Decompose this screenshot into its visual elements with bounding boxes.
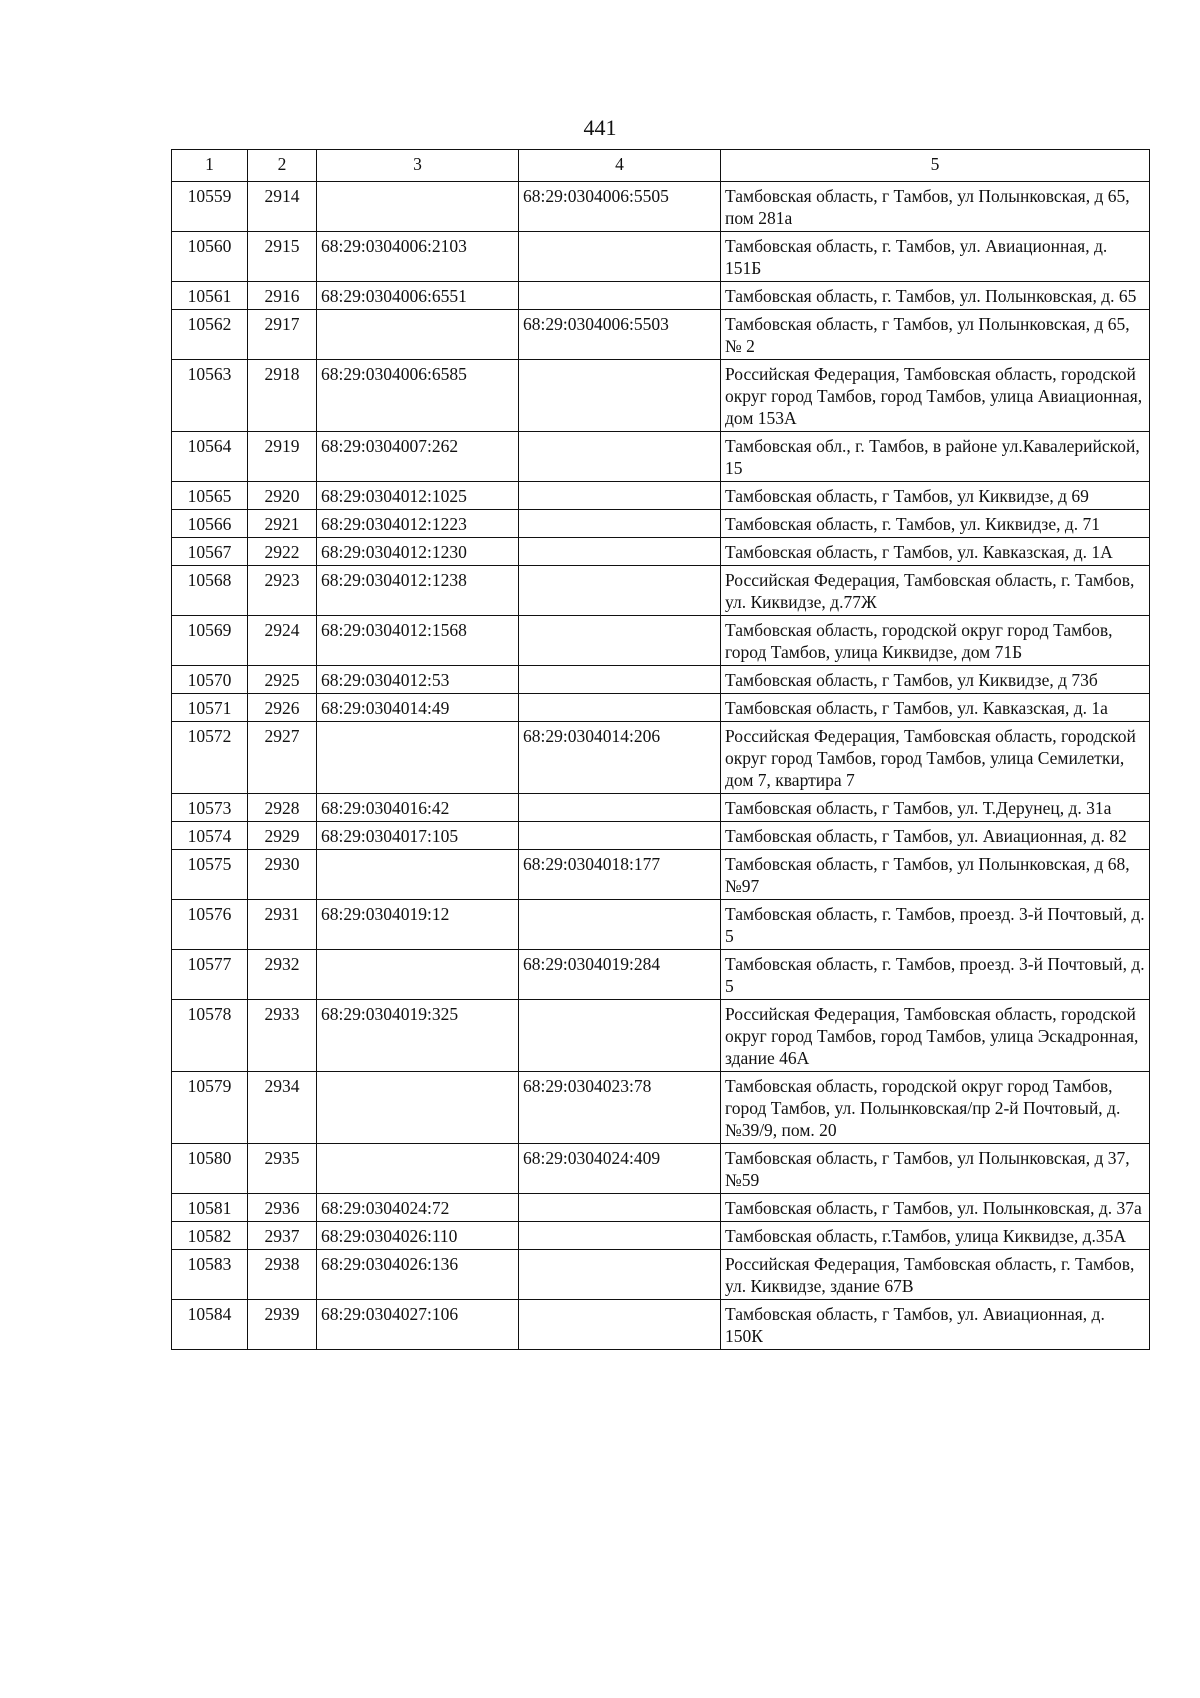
cadastral-number-cell: 68:29:0304016:42 <box>317 794 519 822</box>
item-number-cell: 2928 <box>248 794 317 822</box>
premises-number-cell <box>519 432 721 482</box>
address-cell: Тамбовская область, г Тамбов, ул. Т.Дерунец, д. 31а <box>721 794 1150 822</box>
row-number-cell: 10580 <box>172 1144 248 1194</box>
item-number-cell: 2934 <box>248 1072 317 1144</box>
row-number-cell: 10575 <box>172 850 248 900</box>
column-header-3: 3 <box>317 150 519 182</box>
cadastral-number-cell <box>317 850 519 900</box>
cadastral-number-cell: 68:29:0304012:1238 <box>317 566 519 616</box>
address-cell: Тамбовская область, г Тамбов, ул. Авиационная, д. 150К <box>721 1300 1150 1350</box>
address-cell: Тамбовская область, г. Тамбов, ул. Авиационная, д. 151Б <box>721 232 1150 282</box>
address-cell: Российская Федерация, Тамбовская область, г. Тамбов, ул. Киквидзе, д.77Ж <box>721 566 1150 616</box>
table-row <box>172 950 1150 1000</box>
row-number-cell: 10565 <box>172 482 248 510</box>
row-number-cell: 10572 <box>172 722 248 794</box>
address-cell: Российская Федерация, Тамбовская область, городской округ город Тамбов, город Тамбов, улица Эскадронная, здание 46А <box>721 1000 1150 1072</box>
premises-number-cell <box>519 1000 721 1072</box>
table-row <box>172 282 1150 310</box>
premises-number-cell <box>519 794 721 822</box>
premises-number-cell: 68:29:0304018:177 <box>519 850 721 900</box>
row-number-cell: 10566 <box>172 510 248 538</box>
item-number-cell: 2938 <box>248 1250 317 1300</box>
row-number-cell: 10579 <box>172 1072 248 1144</box>
item-number-cell: 2924 <box>248 616 317 666</box>
cadastral-number-cell: 68:29:0304006:6551 <box>317 282 519 310</box>
cadastral-number-cell <box>317 950 519 1000</box>
address-cell: Тамбовская область, г Тамбов, ул Полынковская, д 65, пом 281а <box>721 182 1150 232</box>
premises-number-cell <box>519 510 721 538</box>
item-number-cell: 2922 <box>248 538 317 566</box>
item-number-cell: 2935 <box>248 1144 317 1194</box>
cadastral-number-cell: 68:29:0304012:1568 <box>317 616 519 666</box>
row-number-cell: 10578 <box>172 1000 248 1072</box>
address-cell: Тамбовская область, городской округ город Тамбов, город Тамбов, улица Киквидзе, дом 71Б <box>721 616 1150 666</box>
page-number: 441 <box>583 115 617 140</box>
cadastral-number-cell: 68:29:0304019:12 <box>317 900 519 950</box>
premises-number-cell <box>519 538 721 566</box>
row-number-cell: 10568 <box>172 566 248 616</box>
column-header-2: 2 <box>248 150 317 182</box>
premises-number-cell: 68:29:0304019:284 <box>519 950 721 1000</box>
row-number-cell: 10561 <box>172 282 248 310</box>
row-number-cell: 10582 <box>172 1222 248 1250</box>
table-row <box>172 482 1150 510</box>
premises-number-cell <box>519 232 721 282</box>
table-row <box>172 694 1150 722</box>
premises-number-cell <box>519 1250 721 1300</box>
cadastral-number-cell <box>317 182 519 232</box>
row-number-cell: 10560 <box>172 232 248 282</box>
cadastral-number-cell: 68:29:0304012:1223 <box>317 510 519 538</box>
premises-number-cell: 68:29:0304006:5503 <box>519 310 721 360</box>
table-row <box>172 360 1150 432</box>
premises-number-cell: 68:29:0304023:78 <box>519 1072 721 1144</box>
cadastral-number-cell: 68:29:0304026:136 <box>317 1250 519 1300</box>
table-row <box>172 432 1150 482</box>
address-cell: Тамбовская область, г Тамбов, ул Полынковская, д 37, №59 <box>721 1144 1150 1194</box>
item-number-cell: 2914 <box>248 182 317 232</box>
premises-number-cell <box>519 1222 721 1250</box>
cadastral-number-cell <box>317 1144 519 1194</box>
address-cell: Тамбовская обл., г. Тамбов, в районе ул.Кавалерийской, 15 <box>721 432 1150 482</box>
column-header-4: 4 <box>519 150 721 182</box>
table-row <box>172 722 1150 794</box>
address-cell: Тамбовская область, г Тамбов, ул. Кавказская, д. 1а <box>721 694 1150 722</box>
table-row <box>172 310 1150 360</box>
item-number-cell: 2932 <box>248 950 317 1000</box>
table-row <box>172 510 1150 538</box>
cadastral-number-cell: 68:29:0304012:1230 <box>317 538 519 566</box>
address-cell: Тамбовская область, г Тамбов, ул Киквидзе, д 73б <box>721 666 1150 694</box>
item-number-cell: 2931 <box>248 900 317 950</box>
row-number-cell: 10577 <box>172 950 248 1000</box>
column-header-1: 1 <box>172 150 248 182</box>
address-cell: Тамбовская область, г Тамбов, ул Полынковская, д 65, № 2 <box>721 310 1150 360</box>
address-cell: Тамбовская область, г Тамбов, ул Киквидзе, д 69 <box>721 482 1150 510</box>
item-number-cell: 2929 <box>248 822 317 850</box>
table-row <box>172 616 1150 666</box>
table-row <box>172 666 1150 694</box>
address-cell: Тамбовская область, г Тамбов, ул. Авиационная, д. 82 <box>721 822 1150 850</box>
item-number-cell: 2917 <box>248 310 317 360</box>
column-header-5: 5 <box>721 150 1150 182</box>
item-number-cell: 2915 <box>248 232 317 282</box>
cadastral-number-cell: 68:29:0304007:262 <box>317 432 519 482</box>
address-cell: Тамбовская область, г Тамбов, ул. Кавказская, д. 1А <box>721 538 1150 566</box>
table-row <box>172 566 1150 616</box>
table-row <box>172 822 1150 850</box>
registry-table <box>171 149 1150 1350</box>
premises-number-cell <box>519 616 721 666</box>
cadastral-number-cell <box>317 1072 519 1144</box>
cadastral-number-cell <box>317 722 519 794</box>
row-number-cell: 10571 <box>172 694 248 722</box>
address-cell: Тамбовская область, г. Тамбов, ул. Полынковская, д. 65 <box>721 282 1150 310</box>
item-number-cell: 2925 <box>248 666 317 694</box>
address-cell: Тамбовская область, г.Тамбов, улица Киквидзе, д.35А <box>721 1222 1150 1250</box>
cadastral-number-cell: 68:29:0304026:110 <box>317 1222 519 1250</box>
address-cell: Российская Федерация, Тамбовская область, городской округ город Тамбов, город Тамбов, улица Семилетки, дом 7, квартира 7 <box>721 722 1150 794</box>
premises-number-cell <box>519 566 721 616</box>
premises-number-cell: 68:29:0304006:5505 <box>519 182 721 232</box>
premises-number-cell <box>519 482 721 510</box>
premises-number-cell <box>519 900 721 950</box>
cadastral-number-cell: 68:29:0304006:2103 <box>317 232 519 282</box>
address-cell: Российская Федерация, Тамбовская область, г. Тамбов, ул. Киквидзе, здание 67В <box>721 1250 1150 1300</box>
row-number-cell: 10574 <box>172 822 248 850</box>
row-number-cell: 10564 <box>172 432 248 482</box>
item-number-cell: 2916 <box>248 282 317 310</box>
table-row <box>172 1072 1150 1144</box>
premises-number-cell: 68:29:0304014:206 <box>519 722 721 794</box>
table-row <box>172 850 1150 900</box>
premises-number-cell <box>519 360 721 432</box>
row-number-cell: 10562 <box>172 310 248 360</box>
table-row <box>172 1000 1150 1072</box>
table-row <box>172 232 1150 282</box>
cadastral-number-cell: 68:29:0304027:106 <box>317 1300 519 1350</box>
address-cell: Тамбовская область, г Тамбов, ул Полынковская, д 68, №97 <box>721 850 1150 900</box>
cadastral-number-cell: 68:29:0304019:325 <box>317 1000 519 1072</box>
table-row <box>172 1194 1150 1222</box>
cadastral-number-cell: 68:29:0304017:105 <box>317 822 519 850</box>
premises-number-cell: 68:29:0304024:409 <box>519 1144 721 1194</box>
table-row <box>172 182 1150 232</box>
item-number-cell: 2939 <box>248 1300 317 1350</box>
item-number-cell: 2919 <box>248 432 317 482</box>
row-number-cell: 10583 <box>172 1250 248 1300</box>
table-row <box>172 1300 1150 1350</box>
cadastral-number-cell: 68:29:0304012:53 <box>317 666 519 694</box>
cadastral-number-cell: 68:29:0304024:72 <box>317 1194 519 1222</box>
row-number-cell: 10573 <box>172 794 248 822</box>
item-number-cell: 2937 <box>248 1222 317 1250</box>
premises-number-cell <box>519 1194 721 1222</box>
premises-number-cell <box>519 694 721 722</box>
table-row <box>172 538 1150 566</box>
premises-number-cell <box>519 282 721 310</box>
premises-number-cell <box>519 1300 721 1350</box>
address-cell: Тамбовская область, г. Тамбов, проезд. 3-й Почтовый, д. 5 <box>721 950 1150 1000</box>
premises-number-cell <box>519 666 721 694</box>
item-number-cell: 2921 <box>248 510 317 538</box>
table-body <box>172 182 1150 1350</box>
row-number-cell: 10581 <box>172 1194 248 1222</box>
item-number-cell: 2920 <box>248 482 317 510</box>
address-cell: Тамбовская область, г. Тамбов, ул. Киквидзе, д. 71 <box>721 510 1150 538</box>
row-number-cell: 10570 <box>172 666 248 694</box>
table-header-row <box>172 150 1150 182</box>
cadastral-number-cell: 68:29:0304006:6585 <box>317 360 519 432</box>
row-number-cell: 10584 <box>172 1300 248 1350</box>
premises-number-cell <box>519 822 721 850</box>
cadastral-number-cell: 68:29:0304014:49 <box>317 694 519 722</box>
address-cell: Российская Федерация, Тамбовская область, городской округ город Тамбов, город Тамбов, улица Авиационная, дом 153А <box>721 360 1150 432</box>
row-number-cell: 10559 <box>172 182 248 232</box>
item-number-cell: 2918 <box>248 360 317 432</box>
address-cell: Тамбовская область, г Тамбов, ул. Полынковская, д. 37а <box>721 1194 1150 1222</box>
row-number-cell: 10563 <box>172 360 248 432</box>
address-cell: Тамбовская область, г. Тамбов, проезд. 3-й Почтовый, д. 5 <box>721 900 1150 950</box>
item-number-cell: 2936 <box>248 1194 317 1222</box>
row-number-cell: 10567 <box>172 538 248 566</box>
table-row <box>172 794 1150 822</box>
item-number-cell: 2926 <box>248 694 317 722</box>
address-cell: Тамбовская область, городской округ город Тамбов, город Тамбов, ул. Полынковская/пр 2-й Почтовый, д. №39/9, пом. 20 <box>721 1072 1150 1144</box>
item-number-cell: 2923 <box>248 566 317 616</box>
row-number-cell: 10569 <box>172 616 248 666</box>
table-row <box>172 1250 1150 1300</box>
item-number-cell: 2933 <box>248 1000 317 1072</box>
cadastral-number-cell: 68:29:0304012:1025 <box>317 482 519 510</box>
cadastral-number-cell <box>317 310 519 360</box>
table-row <box>172 1144 1150 1194</box>
item-number-cell: 2930 <box>248 850 317 900</box>
table-row <box>172 900 1150 950</box>
item-number-cell: 2927 <box>248 722 317 794</box>
table-row <box>172 1222 1150 1250</box>
row-number-cell: 10576 <box>172 900 248 950</box>
